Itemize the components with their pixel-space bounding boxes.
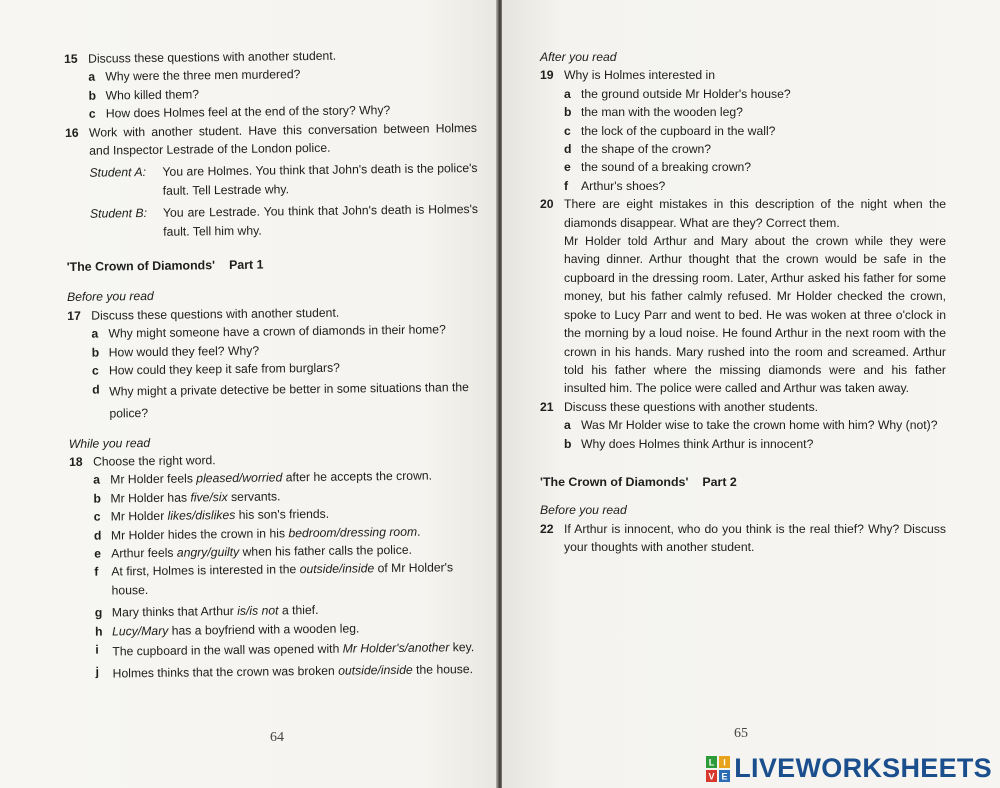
word-choice: angry/guilty: [176, 544, 240, 560]
after-you-read-label: After you read: [540, 50, 617, 64]
item-text: a thief.: [278, 603, 319, 618]
item-text: Mr Holder hides the crown in his: [110, 525, 289, 542]
item-letter: h: [95, 624, 103, 639]
student-a-role: [89, 159, 477, 201]
question-20: [540, 195, 946, 232]
item-text: key.: [449, 640, 475, 655]
section-part: Part 1: [228, 257, 264, 273]
question-text: There are eight mistakes in this description of the night when the diamonds disappear. What are they? Correct them.: [564, 197, 946, 230]
logo-letter-i: I: [723, 757, 727, 767]
question-21: [540, 398, 946, 416]
question-17d: [92, 375, 481, 424]
right-page: [502, 0, 1000, 788]
section-heading-part2: [540, 473, 946, 491]
question-text: Work with another student. Have this conversation between Holmes and Inspector Lestrade of the London police.: [88, 120, 478, 158]
question-19a: [564, 85, 946, 103]
item-letter: f: [94, 564, 99, 580]
item-letter: b: [564, 105, 572, 120]
item-text: Why does Holmes think Arthur is innocent?: [581, 436, 814, 451]
before-you-read-label: Before you read: [66, 289, 154, 305]
item-text: .: [417, 524, 421, 539]
section-heading-part1: [67, 253, 479, 276]
item-letter: c: [93, 509, 101, 524]
item-text: Why might a private detective be better in some situations than the police?: [109, 379, 469, 420]
question-22: [540, 520, 946, 557]
item-text: Arthur feels: [111, 545, 177, 561]
question-text: Choose the right word.: [92, 453, 216, 469]
item-letter: c: [564, 123, 571, 138]
item-letter: b: [93, 491, 102, 506]
word-choice: Mr Holder's/another: [342, 640, 450, 656]
while-you-read-label: While you read: [68, 435, 151, 451]
section-title: 'The Crown of Diamonds': [540, 474, 689, 489]
word-choice: likes/dislikes: [167, 508, 236, 523]
item-text: The cupboard in the wall was opened with: [112, 641, 343, 659]
question-21a: [564, 416, 946, 434]
question-19f: [564, 177, 946, 195]
watermark-text: LIVEWORKSHEETS: [734, 753, 992, 783]
item-text: his son's friends.: [235, 506, 330, 523]
left-page: [0, 0, 498, 788]
question-18j: [95, 658, 483, 685]
item-text: the house.: [412, 662, 474, 677]
question-text: If Arthur is innocent, who do you think is the real thief? Why? Discuss your thoughts with another student.: [564, 521, 946, 555]
word-choice: five/six: [190, 489, 228, 505]
item-text: Was Mr Holder wise to take the crown home with him? Why (not)?: [581, 418, 938, 433]
question-text: Discuss these questions with another student.: [91, 305, 340, 323]
item-text: the shape of the crown?: [581, 142, 712, 157]
logo-letter-l: L: [709, 757, 715, 767]
liveworksheets-logo-icon: [706, 756, 730, 782]
word-choice: pleased/worried: [196, 470, 283, 486]
item-text: How could they keep it safe from burglars?: [108, 360, 340, 378]
item-text: the man with the wooden leg?: [581, 105, 743, 120]
item-text: has a boyfriend with a wooden leg.: [168, 620, 360, 638]
item-letter: f: [564, 178, 569, 193]
item-text: the lock of the cupboard in the wall?: [581, 123, 776, 138]
item-letter: a: [88, 70, 96, 85]
item-letter: d: [564, 142, 572, 157]
item-text: when his father calls the police.: [239, 542, 413, 559]
item-text: Why were the three men murdered?: [105, 67, 301, 84]
item-letter: a: [564, 418, 571, 433]
item-letter: i: [95, 642, 99, 657]
liveworksheets-watermark: [706, 753, 992, 784]
student-b-text: You are Lestrade. You think that John's death is Holmes's fault. Tell him why.: [162, 202, 479, 239]
left-page-content: [64, 45, 484, 685]
word-choice: Lucy/Mary: [112, 623, 169, 639]
student-b-label: Student B:: [89, 206, 148, 221]
description-paragraph: Mr Holder told Arthur and Mary about the crown while they were having dinner. Arthur thought that the crown would be safe in the cupboard in the dressing room. Later, Arthur asked his father for some money, but his father calmly refused. Mr Holder checked the crown, spoke to Lucy Parr and went to bed. He was woken at three o'clock in the morning by a loud noise. He found Arthur in the next room with the crown in his hands. Mary rushed into the room and screamed. Arthur told his father where the missing diamonds were and his father insulted him. The police were called and Arthur was taken away.: [564, 234, 946, 396]
question-text: Discuss these questions with another students.: [564, 399, 819, 414]
word-choice: bedroom/dressing room: [288, 524, 418, 540]
question-19c: [564, 122, 946, 140]
item-letter: e: [564, 160, 571, 175]
question-18f: [94, 558, 482, 600]
item-letter: e: [94, 546, 102, 561]
question-number: 16: [64, 125, 79, 140]
item-text: How does Holmes feel at the end of the story? Why?: [105, 103, 391, 121]
before-you-read-label: Before you read: [540, 503, 627, 518]
question-19d: [564, 140, 946, 158]
student-a-label: Student A:: [89, 165, 147, 181]
question-number: 19: [540, 68, 554, 83]
question-number: 20: [540, 197, 554, 212]
question-text: Why is Holmes interested in: [564, 68, 716, 83]
item-letter: g: [94, 605, 103, 620]
item-text: Who killed them?: [105, 87, 200, 103]
logo-letter-e: E: [721, 771, 728, 781]
question-19e: [564, 158, 946, 176]
item-text: Arthur's shoes?: [581, 178, 666, 193]
question-21b: [564, 435, 946, 453]
word-choice: is/is not: [237, 603, 279, 619]
question-number: 17: [67, 308, 81, 323]
item-letter: c: [91, 363, 99, 378]
item-text: How would they feel? Why?: [108, 343, 260, 360]
item-text: the ground outside Mr Holder's house?: [581, 86, 791, 101]
item-letter: j: [95, 664, 100, 679]
item-text: At first, Holmes is interested in the: [111, 562, 300, 579]
item-text: Holmes thinks that the crown was broken: [112, 663, 339, 681]
question-text: Discuss these questions with another student.: [88, 48, 337, 66]
item-text: Mr Holder has: [110, 490, 191, 506]
item-letter: a: [93, 472, 101, 487]
item-letter: b: [564, 436, 572, 451]
word-choice: outside/inside: [338, 662, 413, 678]
question-number: 18: [68, 454, 83, 469]
logo-letter-v: V: [708, 771, 715, 781]
item-letter: c: [88, 106, 96, 121]
item-letter: d: [92, 382, 100, 397]
question-19: [540, 66, 946, 84]
right-page-content: [540, 48, 946, 557]
section-part: Part 2: [702, 474, 737, 489]
page-number: 65: [734, 726, 748, 741]
question-16: [65, 119, 477, 161]
item-text: Mr Holder: [110, 508, 168, 524]
question-number: 22: [540, 521, 554, 536]
section-title: 'The Crown of Diamonds': [66, 258, 216, 275]
word-choice: outside/inside: [299, 561, 375, 577]
item-letter: b: [91, 345, 100, 360]
question-19b: [564, 103, 946, 121]
item-letter: d: [93, 528, 102, 543]
item-text: Mr Holder feels: [110, 471, 197, 487]
question-number: 15: [64, 51, 78, 66]
item-letter: a: [564, 86, 571, 101]
item-text: of Mr Holder's house.: [111, 560, 454, 598]
item-text: Why might someone have a crown of diamonds in their home?: [108, 322, 446, 341]
item-letter: b: [88, 88, 97, 103]
student-b-role: [90, 200, 478, 242]
item-text: the sound of a breaking crown?: [581, 160, 752, 175]
item-text: after he accepts the crown.: [282, 468, 433, 485]
item-letter: a: [91, 326, 99, 341]
page-number: 64: [270, 730, 284, 745]
student-a-text: You are Holmes. You think that John's death is the police's fault. Tell Lestrade why.: [162, 161, 478, 198]
item-text: servants.: [227, 489, 281, 504]
item-text: Mary thinks that Arthur: [111, 604, 238, 620]
question-number: 21: [540, 399, 554, 414]
